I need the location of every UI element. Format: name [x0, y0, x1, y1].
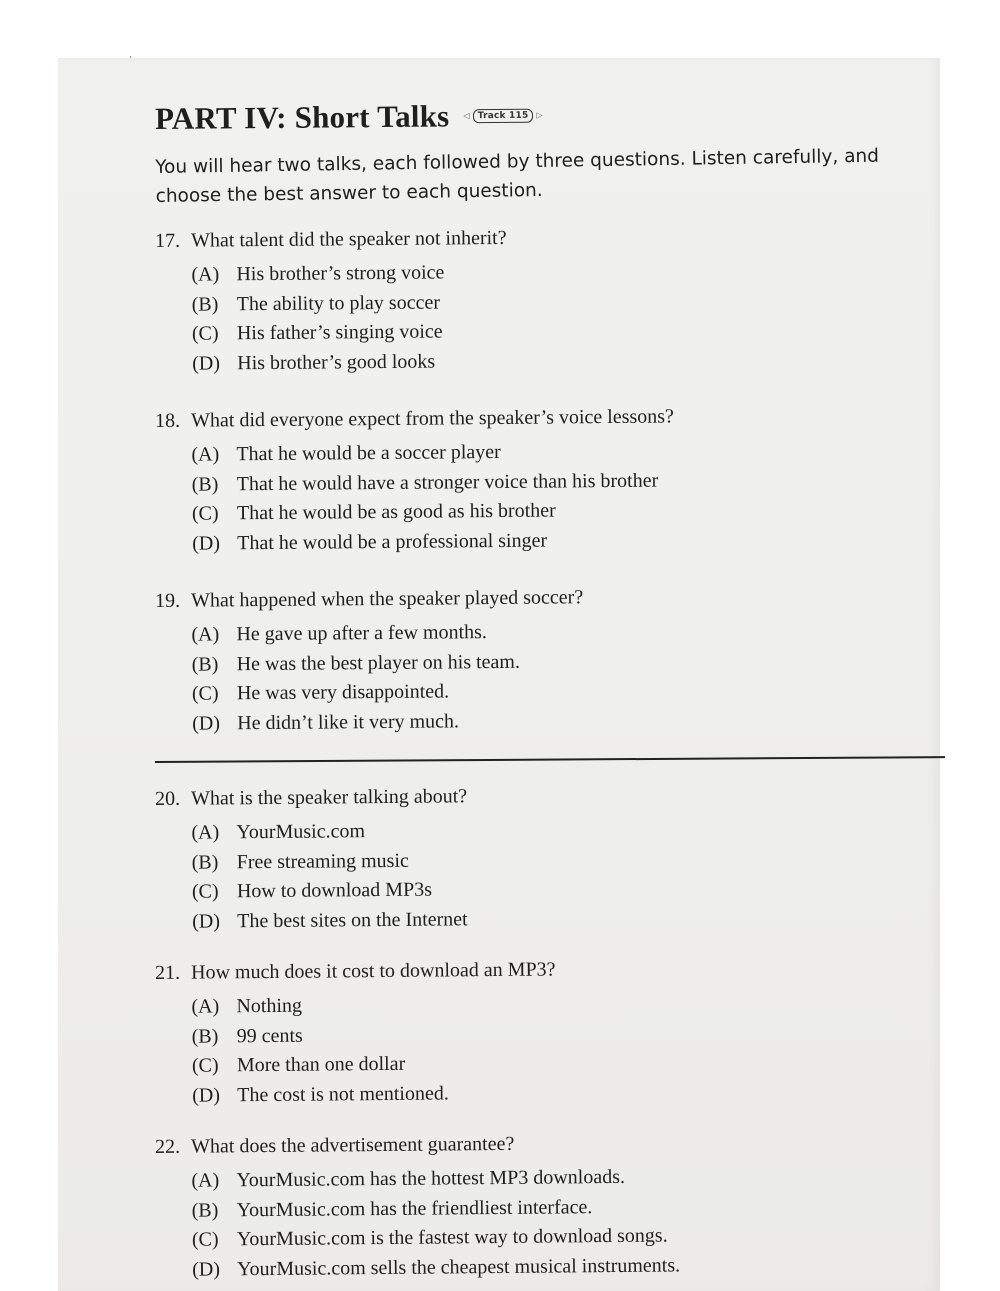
question-stem: [155, 1126, 940, 1161]
option-letter: (C): [191, 880, 219, 903]
part-title-text: PART IV: Short Talks: [154, 98, 450, 136]
talk-1-questions: [155, 227, 940, 739]
instructions: You will hear two talks, each followed by three questions. Listen carefully, and choose the best answer to each question.: [155, 145, 880, 208]
section-divider: [155, 756, 945, 763]
part-title: [155, 93, 940, 137]
question-number: 21.: [155, 961, 181, 985]
answer-options: [155, 1160, 941, 1285]
option-text: That he would be a professional singer: [237, 529, 548, 554]
answer-option-d[interactable]: [192, 523, 941, 559]
talk-2-questions: [155, 785, 940, 1285]
option-letter: (C): [191, 322, 219, 345]
page-content: [155, 100, 940, 1285]
option-text: YourMusic.com sells the cheapest musical instruments.: [237, 1254, 681, 1280]
question-22: [155, 1126, 941, 1285]
answer-option-d[interactable]: [192, 901, 941, 937]
option-letter: (D): [192, 910, 221, 933]
option-letter: (D): [192, 1258, 221, 1281]
option-text: The ability to play soccer: [236, 291, 441, 315]
question-text: What talent did the speaker not inherit?: [191, 227, 507, 252]
option-text: 99 cents: [236, 1024, 303, 1047]
option-letter: (C): [191, 1054, 219, 1077]
audio-track-badge: [463, 108, 543, 123]
option-letter: (A): [191, 263, 220, 286]
option-text: His brother’s good looks: [237, 350, 436, 374]
option-letter: (D): [192, 712, 221, 735]
option-text: More than one dollar: [236, 1053, 406, 1077]
option-text: That he would be as good as his brother: [236, 499, 556, 525]
answer-options: [155, 614, 941, 739]
option-letter: (B): [191, 1025, 219, 1048]
question-stem: [155, 220, 940, 255]
question-number: 18.: [155, 409, 181, 433]
option-text: His father’s singing voice: [236, 320, 443, 345]
option-letter: (D): [192, 1084, 221, 1107]
option-letter: (C): [191, 502, 219, 525]
option-text: Nothing: [236, 994, 303, 1018]
answer-option-d[interactable]: [192, 703, 941, 739]
option-text: That he would have a stronger voice than his brother: [236, 469, 659, 495]
answer-options: [155, 986, 941, 1111]
option-text: Free streaming music: [236, 849, 409, 873]
option-text: His brother’s strong voice: [236, 261, 445, 286]
question-number: 22.: [155, 1135, 181, 1159]
option-text: That he would be a soccer player: [236, 441, 501, 466]
option-text: He gave up after a few months.: [236, 621, 487, 646]
question-18: [155, 400, 941, 559]
option-letter: (C): [191, 682, 219, 705]
option-text: The cost is not mentioned.: [237, 1082, 449, 1106]
option-letter: (B): [191, 473, 219, 496]
option-letter: (B): [191, 851, 219, 874]
question-stem: [155, 400, 940, 435]
option-text: YourMusic.com has the friendliest interface.: [236, 1195, 593, 1221]
speaker-wave-right-icon: ▷: [536, 110, 543, 120]
option-letter: (A): [191, 1169, 220, 1192]
option-letter: (A): [191, 623, 220, 646]
option-text: The best sites on the Internet: [237, 907, 468, 932]
option-letter: (B): [191, 653, 219, 676]
option-letter: (B): [191, 293, 219, 316]
question-text: What happened when the speaker played soccer?: [191, 586, 584, 612]
question-17: [155, 220, 941, 379]
answer-option-d[interactable]: [192, 1075, 941, 1111]
answer-option-d[interactable]: [192, 343, 941, 379]
answer-options: [155, 434, 941, 559]
question-text: What is the speaker talking about?: [191, 785, 468, 810]
option-letter: (A): [191, 821, 220, 844]
question-text: How much does it cost to download an MP3?: [191, 958, 556, 984]
track-label: Track 115: [473, 108, 534, 123]
question-number: 19.: [155, 589, 181, 613]
option-text: He was the best player on his team.: [236, 650, 521, 675]
answer-option-d[interactable]: [192, 1249, 941, 1285]
answer-options: [155, 812, 941, 937]
answer-options: [155, 254, 941, 379]
question-21: [155, 952, 941, 1111]
question-stem: [155, 952, 940, 987]
question-stem: [155, 580, 940, 615]
option-letter: (A): [191, 443, 220, 466]
speaker-wave-left-icon: ◁: [463, 111, 470, 121]
workbook-page: [58, 58, 940, 1291]
option-text: He didn’t like it very much.: [237, 710, 460, 734]
question-number: 17.: [155, 229, 181, 253]
option-text: YourMusic.com has the hottest MP3 downloads.: [236, 1166, 626, 1192]
option-letter: (B): [191, 1199, 219, 1222]
question-text: What did everyone expect from the speaker’s voice lessons?: [191, 405, 674, 432]
question-19: [155, 580, 941, 739]
option-letter: (A): [191, 995, 220, 1018]
option-text: YourMusic.com: [236, 820, 366, 844]
option-text: He was very disappointed.: [236, 680, 450, 705]
question-text: What does the advertisement guarantee?: [191, 1133, 515, 1158]
option-letter: (D): [192, 532, 221, 555]
question-number: 20.: [155, 787, 181, 811]
question-20: [155, 778, 941, 937]
question-stem: [155, 778, 940, 813]
option-text: YourMusic.com is the fastest way to download songs.: [236, 1224, 668, 1251]
option-letter: (C): [191, 1228, 219, 1251]
option-letter: (D): [192, 352, 221, 375]
option-text: How to download MP3s: [236, 878, 433, 903]
